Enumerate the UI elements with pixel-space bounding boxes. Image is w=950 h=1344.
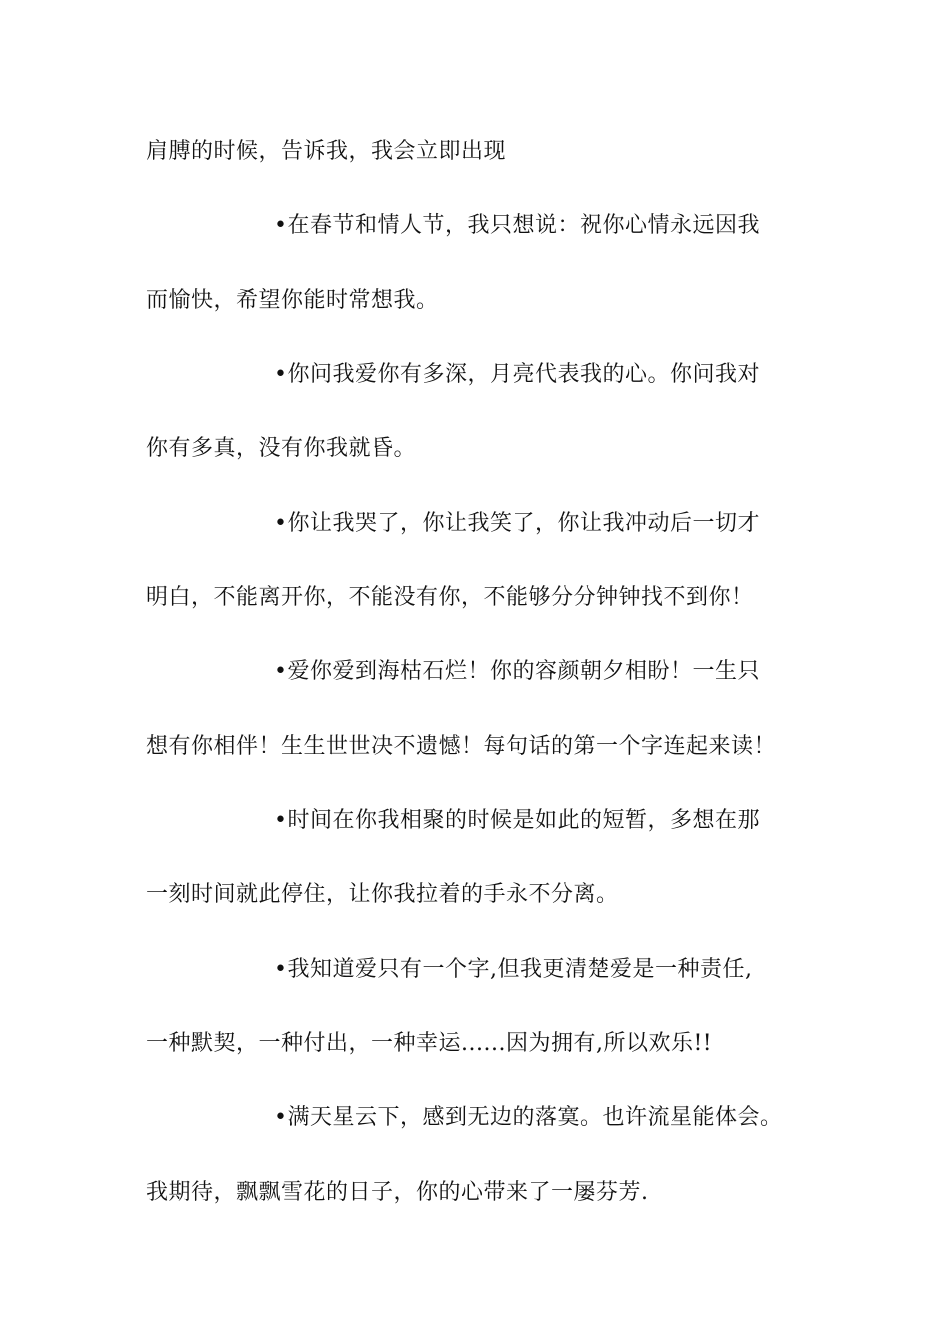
text-line: 一刻时间就此停住，让你我拉着的手永不分离。 [146, 882, 619, 907]
bullet-paragraph-line: •时间在你我相聚的时候是如此的短暂，多想在那 [274, 808, 760, 833]
bullet-paragraph-line: •在春节和情人节，我只想说：祝你心情永远因我 [274, 213, 760, 238]
text-line: 想有你相伴！生生世世决不遗憾！每句话的第一个字连起来读！ [146, 734, 777, 759]
text-line: 明白，不能离开你，不能没有你，不能够分分钟钟找不到你！ [146, 585, 754, 610]
text-line: 肩膊的时候，告诉我，我会立即出现 [146, 139, 507, 164]
text-line: 一种默契，一种付出，一种幸运......因为拥有,所以欢乐!! [146, 1031, 713, 1056]
bullet-paragraph-line: •爱你爱到海枯石烂！你的容颜朝夕相盼！一生只 [274, 659, 760, 684]
bullet-paragraph-line: •你问我爱你有多深，月亮代表我的心。你问我对 [274, 362, 760, 387]
text-line: 而愉快，希望你能时常想我。 [146, 288, 439, 313]
text-line: 你有多真，没有你我就昏。 [146, 436, 417, 461]
bullet-paragraph-line: •你让我哭了，你让我笑了，你让我冲动后一切才 [274, 511, 760, 536]
text-line: 我期待，飘飘雪花的日子，你的心带来了一屡芬芳. [146, 1180, 649, 1205]
bullet-paragraph-line: •满天星云下，感到无边的落寞。也许流星能体会。 [274, 1105, 783, 1130]
bullet-paragraph-line: •我知道爱只有一个字,但我更清楚爱是一种责任, [274, 957, 753, 982]
